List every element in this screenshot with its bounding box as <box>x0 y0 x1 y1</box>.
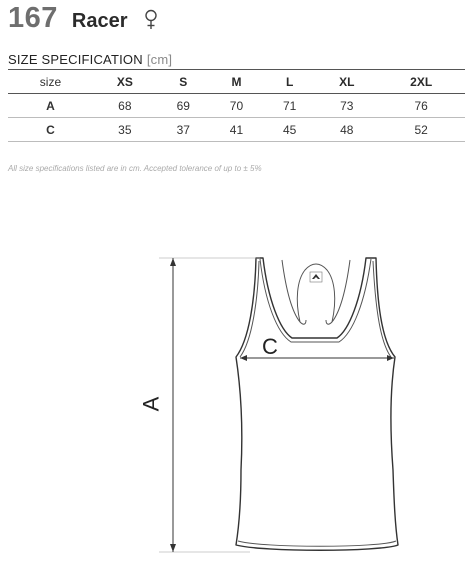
table-cell: 41 <box>210 118 263 142</box>
row-label-a: A <box>8 94 93 118</box>
table-cell: 71 <box>263 94 316 118</box>
dimension-label-a: A <box>138 396 164 412</box>
size-header-m: M <box>210 70 263 94</box>
table-cell: 76 <box>377 94 465 118</box>
spec-title-text: SIZE SPECIFICATION <box>8 52 143 67</box>
racerback-tank-outline <box>236 258 398 550</box>
table-cell: 45 <box>263 118 316 142</box>
table-cell: 69 <box>157 94 210 118</box>
table-cell: 37 <box>157 118 210 142</box>
spec-unit: [cm] <box>146 52 173 67</box>
table-cell: 73 <box>316 94 377 118</box>
table-cell: 70 <box>210 94 263 118</box>
table-cell: 52 <box>377 118 465 142</box>
model-name: Racer <box>71 10 128 32</box>
row-label-c: C <box>8 118 93 142</box>
size-column-label: size <box>8 70 93 94</box>
dimension-label-c: C <box>262 334 278 359</box>
table-cell: 35 <box>93 118 157 142</box>
model-number: 167 <box>8 2 58 34</box>
size-header-2xl: 2XL <box>377 70 465 94</box>
size-header-s: S <box>157 70 210 94</box>
size-header-xl: XL <box>316 70 377 94</box>
brand-logo-icon <box>310 272 322 282</box>
table-cell: 48 <box>316 118 377 142</box>
size-header-l: L <box>263 70 316 94</box>
size-header-xs: XS <box>93 70 157 94</box>
tolerance-note: All size specifications listed are in cm. Accepted tolerance of up to ± 5% <box>8 164 262 173</box>
table-cell: 68 <box>93 94 157 118</box>
